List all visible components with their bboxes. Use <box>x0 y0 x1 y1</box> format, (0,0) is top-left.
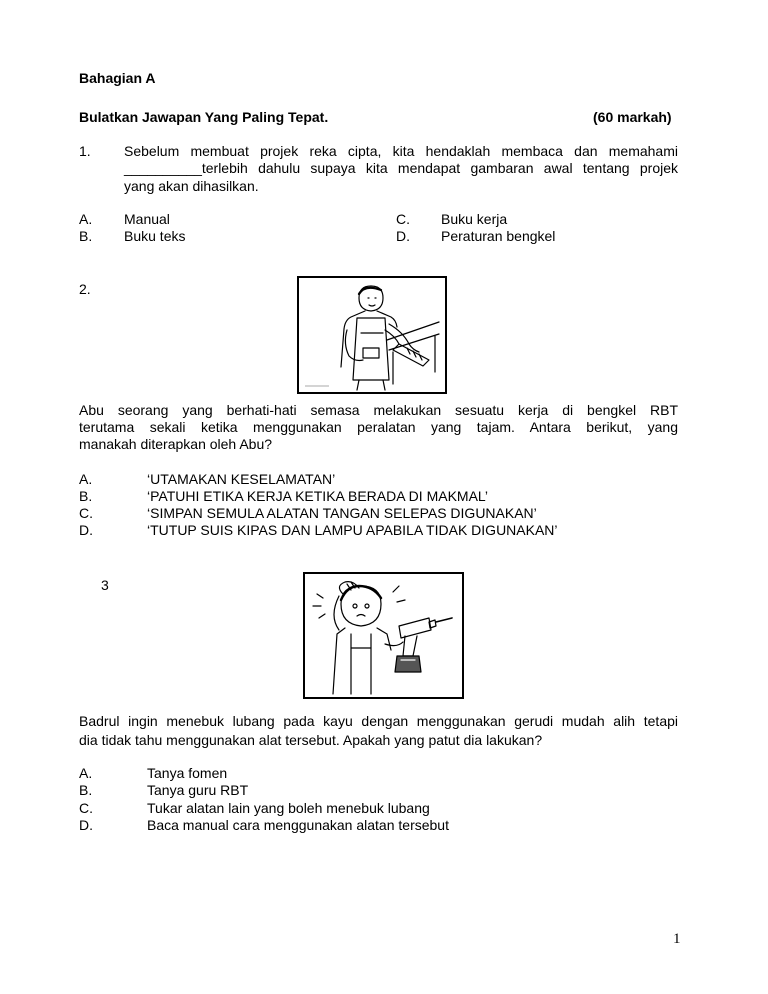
q1-option-d-text: Peraturan bengkel <box>441 228 556 244</box>
q3-option-a-text: Tanya fomen <box>147 765 228 781</box>
q3-option-b-letter: B. <box>79 782 93 798</box>
q2-option-b-letter: B. <box>79 488 93 504</box>
marks: (60 markah) <box>593 109 672 125</box>
q1-option-d-letter: D. <box>396 228 410 244</box>
page-number: 1 <box>673 931 681 947</box>
q2-option-b-text: ‘PATUHI ETIKA KERJA KETIKA BERADA DI MAKMAL’ <box>147 488 489 504</box>
question-1-line-1: Sebelum membuat projek reka cipta, kita hendaklah membaca dan memahami <box>124 143 678 159</box>
q3-option-d-letter: D. <box>79 817 93 833</box>
q2-option-d-text: ‘TUTUP SUIS KIPAS DAN LAMPU APABILA TIDAK DIGUNAKAN’ <box>147 522 558 538</box>
question-3-line-1: Badrul ingin menebuk lubang pada kayu dengan menggunakan gerudi mudah alih tetapi <box>79 713 678 729</box>
question-2-line-2: terutama sekali ketika menggunakan peralatan yang tajam. Antara berikut, yang <box>79 419 678 435</box>
q1-option-b-text: Buku teks <box>124 228 186 244</box>
question-2-number: 2. <box>79 281 91 297</box>
question-1-number: 1. <box>79 143 91 159</box>
confused-boy-with-drill-illustration-icon <box>303 572 464 699</box>
carpenter-sawing-illustration-icon <box>297 276 447 394</box>
question-1-line-2: __________terlebih dahulu supaya kita mendapat gambaran awal tentang projek <box>124 160 678 176</box>
q2-option-c-letter: C. <box>79 505 93 521</box>
q1-option-a-text: Manual <box>124 211 170 227</box>
question-2-line-1: Abu seorang yang berhati-hati semasa melakukan sesuatu kerja di bengkel RBT <box>79 402 678 418</box>
q3-option-a-letter: A. <box>79 765 93 781</box>
q1-option-c-text: Buku kerja <box>441 211 508 227</box>
question-1-line-3: yang akan dihasilkan. <box>124 178 259 194</box>
question-2-line-3: manakah diterapkan oleh Abu? <box>79 436 273 452</box>
q1-option-c-letter: C. <box>396 211 410 227</box>
q2-option-a-letter: A. <box>79 471 93 487</box>
q3-option-b-text: Tanya guru RBT <box>147 782 249 798</box>
q2-option-c-text: ‘SIMPAN SEMULA ALATAN TANGAN SELEPAS DIGUNAKAN’ <box>147 505 537 521</box>
question-3-number: 3 <box>101 577 109 593</box>
q3-option-c-letter: C. <box>79 800 93 816</box>
q1-option-a-letter: A. <box>79 211 93 227</box>
q3-option-c-text: Tukar alatan lain yang boleh menebuk lubang <box>147 800 430 816</box>
section-title: Bahagian A <box>79 70 156 86</box>
q2-option-a-text: ‘UTAMAKAN KESELAMATAN’ <box>147 471 336 487</box>
q3-option-d-text: Baca manual cara menggunakan alatan tersebut <box>147 817 449 833</box>
instruction: Bulatkan Jawapan Yang Paling Tepat. <box>79 109 329 125</box>
q2-option-d-letter: D. <box>79 522 93 538</box>
question-3-line-2: dia tidak tahu menggunakan alat tersebut. Apakah yang patut dia lakukan? <box>79 732 543 748</box>
q1-option-b-letter: B. <box>79 228 93 244</box>
